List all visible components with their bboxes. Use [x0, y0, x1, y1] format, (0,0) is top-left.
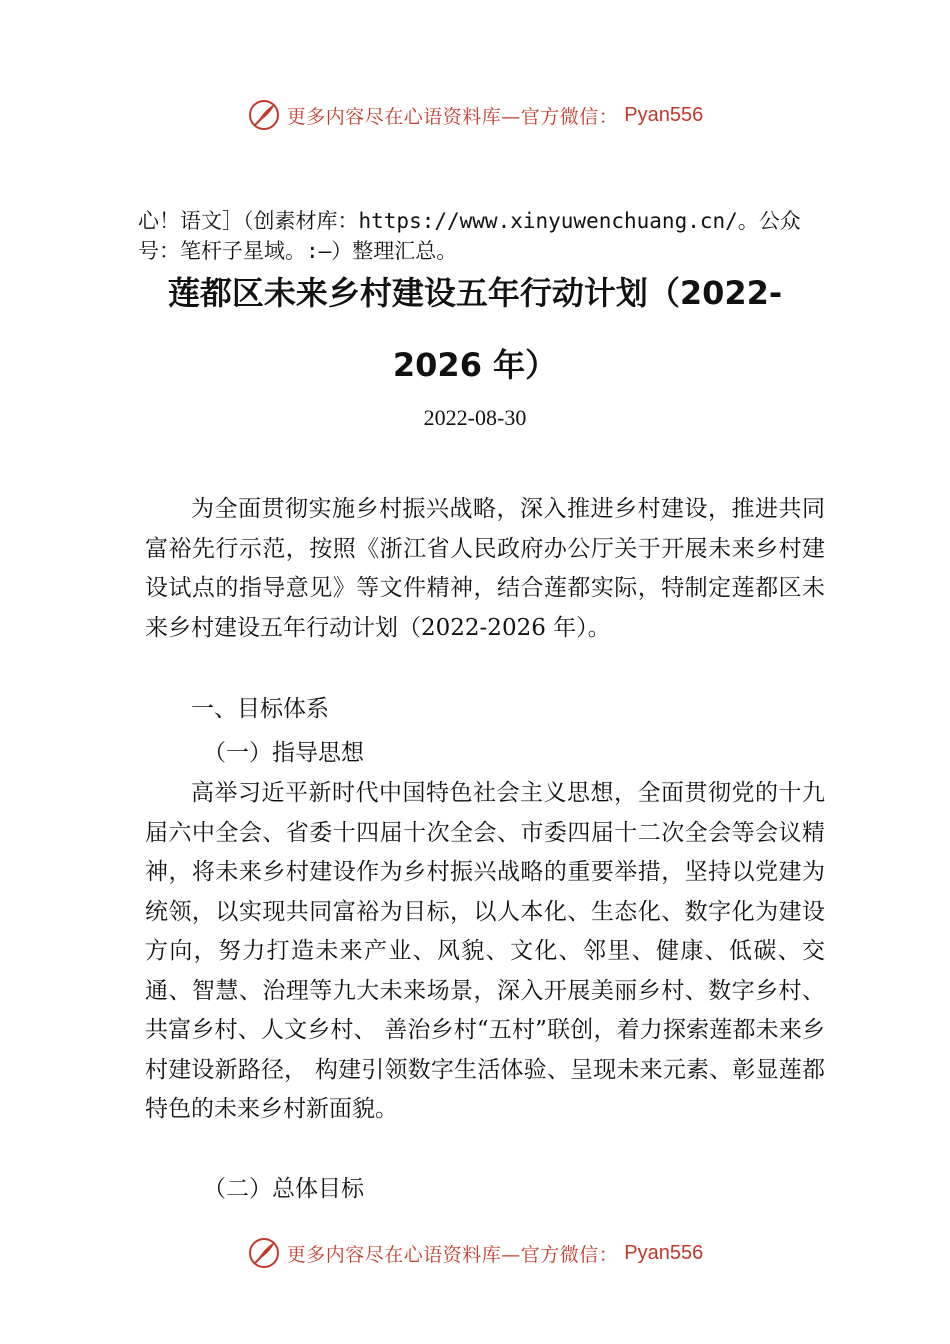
watermark-text: 更多内容尽在心语资料库—官方微信： [286, 105, 619, 128]
section-heading: 一、目标体系 [191, 696, 329, 722]
watermark-footer [0, 1233, 950, 1273]
watermark-wechat-id: Pyan556 [624, 1241, 704, 1264]
subsection-heading: （一）指导思想 [203, 740, 364, 766]
feather-quill-icon [247, 98, 281, 132]
document-title-line2: 2026 年） [392, 346, 558, 384]
guiding-thought-paragraph: 高举习近平新时代中国特色社会主义思想，全面贯彻党的十九届六中全会、省委十四届十次全会、市委四届十二次全会等会议精神，将未来乡村建设作为乡村振兴战略的重要举措，坚持以党建为统领，以实现共同富裕为目标，以人本化、生态化、数字化为建设方向，努力打造未来产业、风貌、文化、邻里、健康、低碳、交通、智慧、治理等九大未来场景，深入开展美丽乡村、数字乡村、共富乡村、人文乡村、 善治乡村“五村”联创，着力探索莲都未来乡村建设新路径， 构建引领数字生活体验、呈现未来元素、彰显莲都特色的未来乡村新面貌。 [145, 780, 825, 1122]
document-title-line1: 莲都区未来乡村建设五年行动计划（2022- [167, 274, 783, 312]
source-note: 心！语文］（创素材库：https://www.xinyuwenchuang.cn/。公众号：笔杆子星域。:—）整理汇总。 [138, 209, 801, 263]
publish-date: 2022-08-30 [423, 405, 527, 430]
watermark-text: 更多内容尽在心语资料库—官方微信： [286, 1243, 619, 1266]
watermark-wechat-id: Pyan556 [624, 103, 704, 126]
watermark-header [0, 95, 950, 135]
feather-quill-icon [247, 1236, 281, 1270]
subsection-heading: （二）总体目标 [203, 1176, 364, 1202]
intro-paragraph: 为全面贯彻实施乡村振兴战略，深入推进乡村建设，推进共同富裕先行示范，按照《浙江省人民政府办公厅关于开展未来乡村建设试点的指导意见》等文件精神，结合莲都实际，特制定莲都区未来乡村建设五年行动计划（2022-2026 年）。 [145, 496, 825, 641]
